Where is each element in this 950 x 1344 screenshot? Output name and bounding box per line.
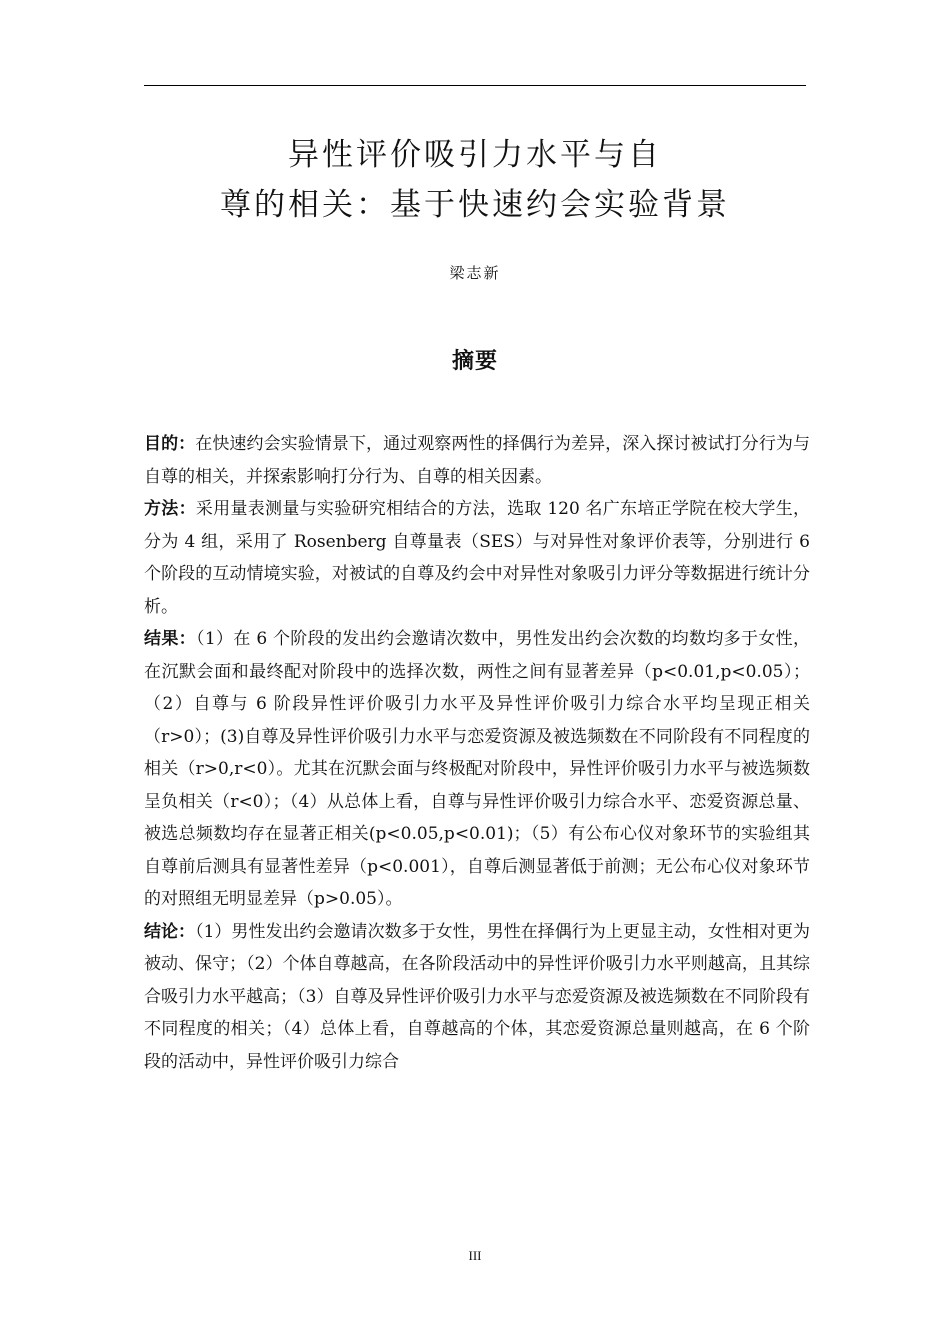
conclusion-text: （1）男性发出约会邀请次数多于女性，男性在择偶行为上更显主动，女性相对更为被动、保守；（2）个体自尊越高，在各阶段活动中的异性评价吸引力水平则越高，且其综合吸引力水平越高；（3）自尊及异性评价吸引力水平与恋爱资源及被选频数在不同阶段有不同程度的相关；（4）总体上看，自尊越高的个体，其恋爱资源总量则越高，在 6 个阶段的活动中，异性评价吸引力综合 [144,921,810,1072]
abstract-body [144,428,810,1078]
results-text: （1）在 6 个阶段的发出约会邀请次数中，男性发出约会次数的均数均多于女性，在沉默会面和最终配对阶段中的选择次数，两性之间有显著差异（p<0.01,p<0.05）；（2）自尊与 6 阶段异性评价吸引力水平及异性评价吸引力综合水平均呈现正相关（r>0）；(3)自尊及异性评价吸引力水平与恋爱资源及被选频数在不同阶段有不同程度的相关（r>0,r<0）。尤其在沉默会面与终极配对阶段中，异性评价吸引力水平与被选频数呈负相关（r<0）；（4）从总体上看，自尊与异性评价吸引力综合水平、恋爱资源总量、被选总频数均存在显著正相关(p<0.05,p<0.01)；（5）有公布心仪对象环节的实验组其自尊前后测具有显著性差异（p<0.001），自尊后测显著低于前测；无公布心仪对象环节的对照组无明显差异（p>0.05）。 [144,629,810,909]
abstract-results [144,623,810,916]
method-text: 采用量表测量与实验研究相结合的方法，选取 120 名广东培正学院在校大学生，分为 4 组，采用了 Rosenberg 自尊量表（SES）与对异性对象评价表等，分别进行 6 个阶段的互动情境实验，对被试的自尊及约会中对异性对象吸引力评分等数据进行统计分析。 [144,499,810,617]
header-rule [144,85,806,86]
abstract-method [144,493,810,623]
title-line-1: 异性评价吸引力水平与自 [288,137,662,173]
abstract-objective [144,428,810,493]
title-line-2: 尊的相关：基于快速约会实验背景 [220,187,730,223]
conclusion-label: 结论： [144,921,196,942]
objective-label: 目的： [144,434,196,454]
results-label: 结果： [144,629,197,649]
abstract-heading: 摘要 [451,349,498,374]
author-name: 梁志新 [449,264,501,282]
paper-title [144,130,806,230]
objective-text: 在快速约会实验情景下，通过观察两性的择偶行为差异，深入探讨被试打分行为与自尊的相关，并探索影响打分行为、自尊的相关因素。 [144,434,811,487]
abstract-conclusion [144,916,810,1079]
method-label: 方法： [144,499,196,519]
page-number: III [468,1248,482,1263]
